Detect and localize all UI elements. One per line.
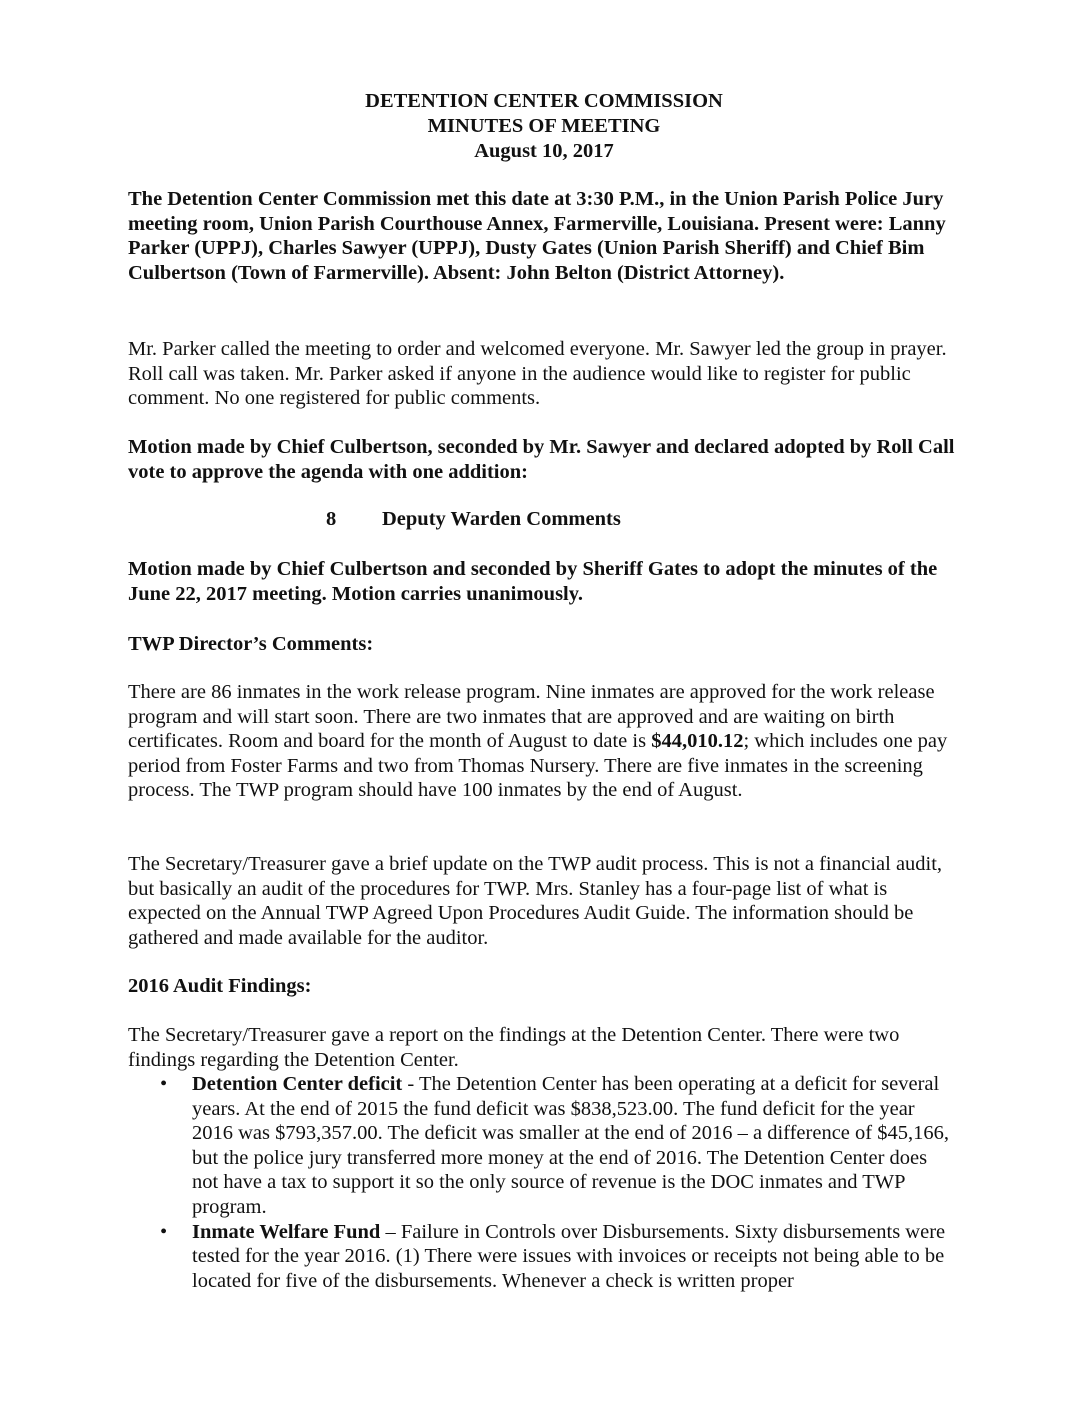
- twp-heading: TWP Director’s Comments:: [128, 633, 374, 655]
- finding-title: Detention Center deficit: [192, 1073, 403, 1095]
- room-board-amount: $44,010.12: [651, 730, 744, 753]
- twp-report-paragraph: [128, 680, 958, 803]
- bullet-icon: •: [160, 1220, 168, 1243]
- twp-audit-paragraph: The Secretary/Treasurer gave a brief update on the TWP audit process. This is not a financial audit, but basically an audit of the procedures for TWP. Mrs. Stanley has a four-page list of what is expected on the Annual TWP Agreed Upon Procedures Audit Guide. The information should be gathered and made available for the auditor.: [128, 853, 943, 949]
- finding-text: – Failure in Controls over Disbursements. Sixty disbursements were tested for the year 2016. (1) There were issues with invoices or receipts not being able to be located for five of the disbursements. Whenever a check is written proper: [192, 1220, 946, 1292]
- audit-findings-heading: 2016 Audit Findings:: [128, 975, 312, 997]
- intro-paragraph: The Detention Center Commission met this date at 3:30 P.M., in the Union Parish Police Jury meeting room, Union Parish Courthouse Annex, Farmerville, Louisiana. Present were: Lanny Parker (UPPJ), Charles Sawyer (UPPJ), Dusty Gates (Union Parish Sheriff) and Chief Bim Culbertson (Town of Farmerville). Absent: John Belton (District Attorney).: [128, 188, 946, 284]
- agenda-item-label: Deputy Warden Comments: [382, 508, 621, 530]
- minutes-title: MINUTES OF MEETING: [427, 115, 661, 137]
- meeting-date: August 10, 2017: [474, 140, 614, 162]
- audit-intro-paragraph: The Secretary/Treasurer gave a report on the findings at the Detention Center. There were two findings regarding the Detention Center.: [128, 1024, 900, 1071]
- opening-paragraph: Mr. Parker called the meeting to order and welcomed everyone. Mr. Sawyer led the group in prayer. Roll call was taken. Mr. Parker asked if anyone in the audience would like to register for public comment. No one registered for public comments.: [128, 338, 947, 410]
- list-item: [128, 1072, 958, 1220]
- document-header: [0, 89, 1088, 164]
- commission-title: DETENTION CENTER COMMISSION: [365, 90, 723, 112]
- bullet-icon: •: [160, 1073, 168, 1095]
- minutes-motion: Motion made by Chief Culbertson and seconded by Sheriff Gates to adopt the minutes of the June 22, 2017 meeting. Motion carries unanimously.: [128, 558, 938, 605]
- list-item: [128, 1220, 958, 1294]
- agenda-motion: Motion made by Chief Culbertson, seconded by Mr. Sawyer and declared adopted by Roll Call vote to approve the agenda with one addition:: [128, 436, 955, 483]
- agenda-item-number: 8: [326, 508, 337, 530]
- agenda-addition-item: [326, 507, 621, 532]
- twp-report-text-b: ; which includes one pay period from Foster Farms and two from Thomas Nursery. There are five inmates in the screening process. The TWP program should have 100 inmates by the end of August.: [128, 730, 948, 802]
- findings-list: [128, 1072, 958, 1293]
- finding-text: - The Detention Center has been operating at a deficit for several years. At the end of 2015 the fund deficit was $838,523.00. The fund deficit for the year 2016 was $793,357.00. The deficit was smaller at the end of 2016 – a difference of $45,166, but the police jury transferred more money at the end of 2016. The Detention Center does not have a tax to support it so the only source of revenue is the DOC inmates and TWP program.: [192, 1073, 949, 1218]
- finding-title: Inmate Welfare Fund: [192, 1220, 381, 1243]
- twp-report-text-a: There are 86 inmates in the work release program. Nine inmates are approved for the work release program and will start soon. There are two inmates that are approved and are waiting on birth certificates. Room and board for the month of August to date is: [128, 681, 935, 753]
